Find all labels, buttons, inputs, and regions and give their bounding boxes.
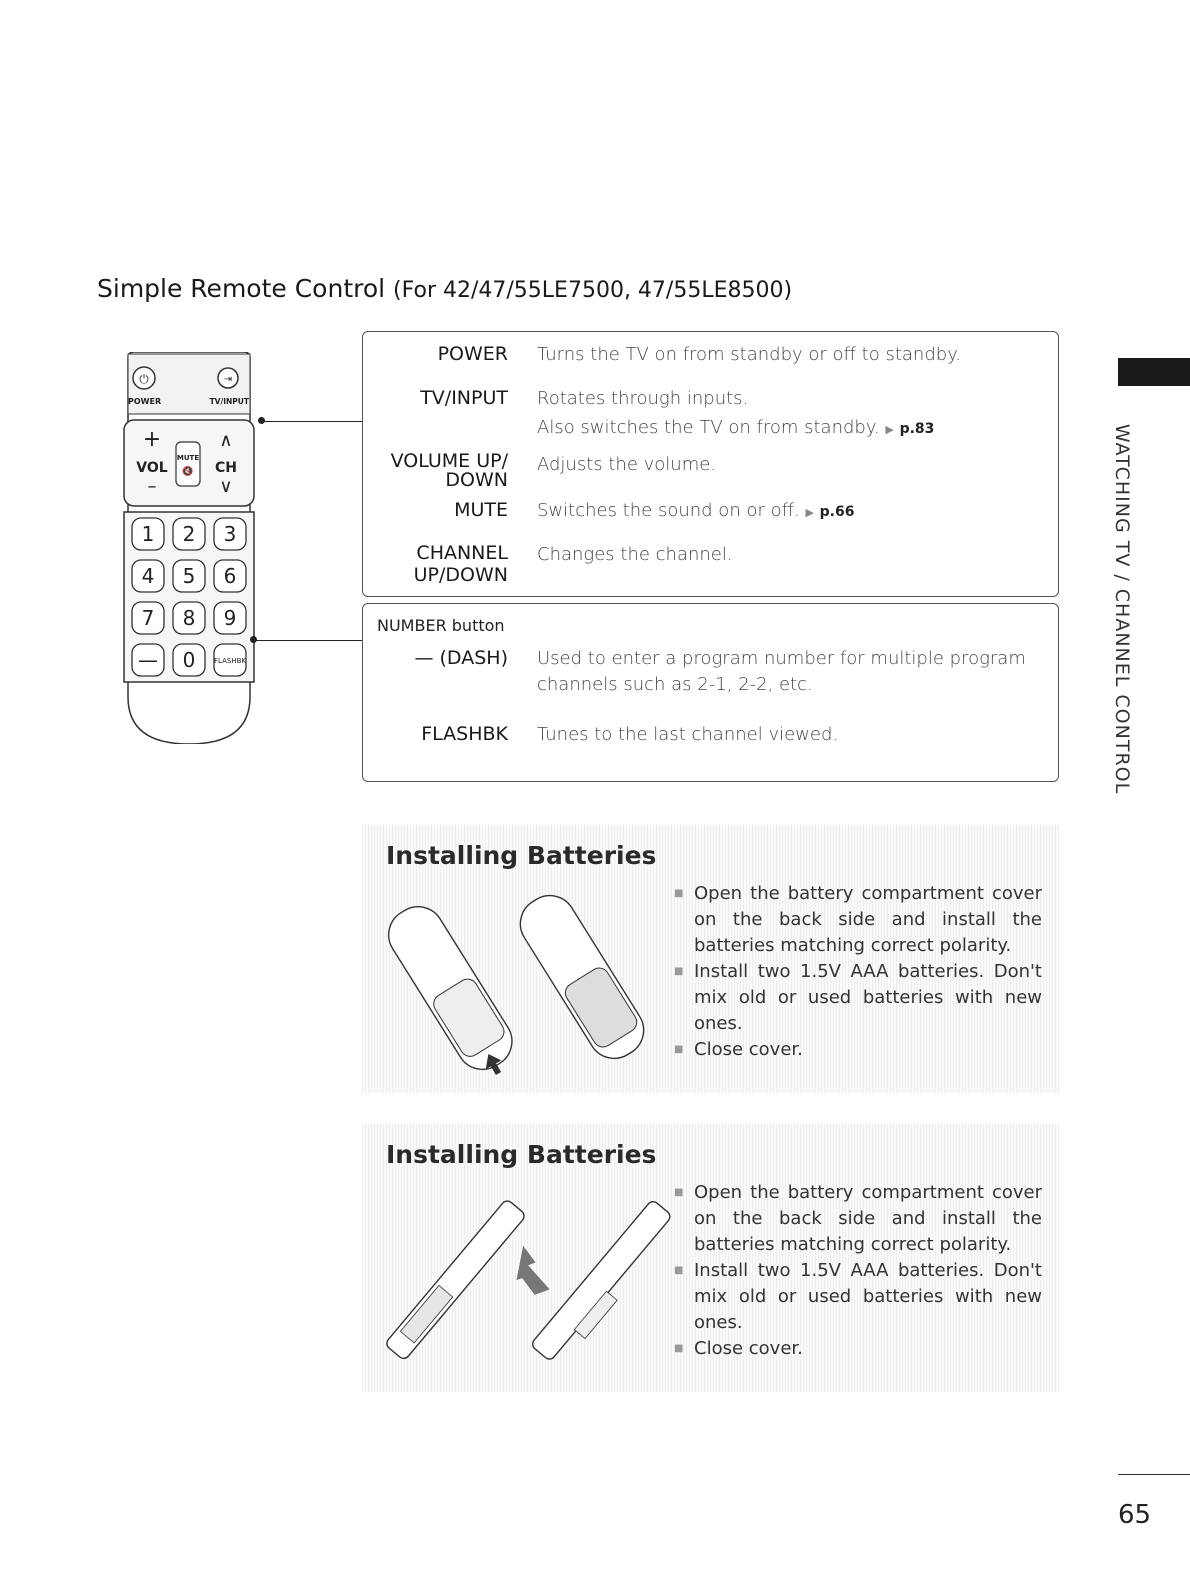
digit-key-label: 7 [141, 606, 155, 630]
leader-line-top [262, 421, 362, 422]
svg-text:⇥: ⇥ [223, 374, 233, 385]
page-title [97, 274, 792, 303]
battery-step: ■ Install two 1.5V AAA batteries. Don't mix old or used batteries with new ones. [672, 1258, 1042, 1336]
key-desc: Turns the TV on from standby or off to standby. [537, 344, 962, 365]
remote-side-illustration [382, 1186, 682, 1376]
svg-text:∧: ∧ [219, 430, 233, 451]
svg-text:+: + [142, 427, 162, 452]
key-label: — (DASH) [414, 647, 508, 669]
key-label: MUTE [454, 499, 508, 521]
footer-rule [1118, 1474, 1190, 1475]
remote-tvinput-label: TV/INPUT [209, 397, 249, 406]
reference-arrow-icon: ▶ [885, 423, 894, 436]
battery-panel-title: Installing Batteries [386, 841, 657, 870]
battery-steps [672, 1180, 1042, 1362]
key-desc: Changes the channel. [537, 544, 733, 565]
key-label: TV/INPUT [420, 387, 508, 409]
key-desc: Used to enter a program number for multiple program channels such as 2-1, 2-2, etc. [537, 648, 1026, 695]
svg-text:🔇: 🔇 [182, 467, 194, 477]
battery-step: ■ Open the battery compartment cover on the back side and install the batteries matching correct polarity. [672, 1180, 1042, 1258]
remote-power-label: POWER [128, 397, 162, 406]
battery-panel-title: Installing Batteries [386, 1140, 657, 1169]
digit-key-label: 9 [223, 606, 237, 630]
digit-key-label: 1 [141, 522, 155, 546]
key-desc: Tunes to the last channel viewed. [537, 724, 839, 745]
number-button-heading: NUMBER button [377, 616, 505, 635]
key-label: VOLUME UP/ DOWN [390, 450, 508, 491]
number-button-box [362, 603, 1059, 782]
key-desc [537, 498, 1052, 526]
key-desc [537, 415, 1052, 443]
digit-key-label: FLASHBK [214, 657, 246, 665]
digit-key-label: 8 [182, 606, 196, 630]
remote-vol-label: VOL [136, 460, 168, 476]
desc-text: Switches the sound on or off. [537, 500, 800, 521]
svg-text:∨: ∨ [219, 476, 233, 497]
digit-key-label: 2 [182, 522, 196, 546]
remote-ch-label: CH [215, 460, 237, 476]
key-desc: Adjusts the volume. [537, 454, 717, 475]
key-desc: Rotates through inputs. [537, 388, 749, 409]
battery-step: ■ Close cover. [672, 1037, 1042, 1063]
desc-text: Also switches the TV on from standby. [537, 417, 880, 438]
key-label: CHANNEL UP/DOWN [413, 542, 508, 586]
digit-key-label: 3 [223, 522, 237, 546]
remote-back-illustration [382, 887, 682, 1077]
reference-arrow-icon: ▶ [805, 506, 814, 519]
remote-mute-label: MUTE [176, 454, 200, 462]
battery-panel-1 [362, 825, 1059, 1093]
battery-step: ■ Install two 1.5V AAA batteries. Don't mix old or used batteries with new ones. [672, 959, 1042, 1037]
remote-illustration [118, 352, 260, 744]
title-main: Simple Remote Control [97, 274, 386, 303]
section-label: WATCHING TV / CHANNEL CONTROL [1111, 423, 1133, 795]
digit-key-label: 4 [141, 564, 155, 588]
leader-line-bottom [254, 640, 362, 641]
page-reference: p.83 [899, 421, 935, 437]
svg-text:⏻: ⏻ [139, 372, 149, 386]
section-tab [1118, 358, 1190, 386]
button-description-box [362, 331, 1059, 597]
page-number: 65 [1118, 1500, 1152, 1530]
digit-key-label: 5 [182, 564, 196, 588]
svg-text:–: – [147, 476, 157, 497]
digit-key-label: 6 [223, 564, 237, 588]
battery-panel-2 [362, 1124, 1059, 1392]
key-label: POWER [437, 343, 508, 365]
digit-key-label: — [138, 648, 158, 672]
digit-key-label: 0 [182, 648, 196, 672]
battery-steps [672, 881, 1042, 1063]
key-label: FLASHBK [421, 723, 508, 745]
title-models: (For 42/47/55LE7500, 47/55LE8500) [393, 278, 793, 303]
battery-step: ■ Close cover. [672, 1336, 1042, 1362]
page-reference: p.66 [819, 504, 855, 520]
battery-step: ■ Open the battery compartment cover on the back side and install the batteries matching correct polarity. [672, 881, 1042, 959]
